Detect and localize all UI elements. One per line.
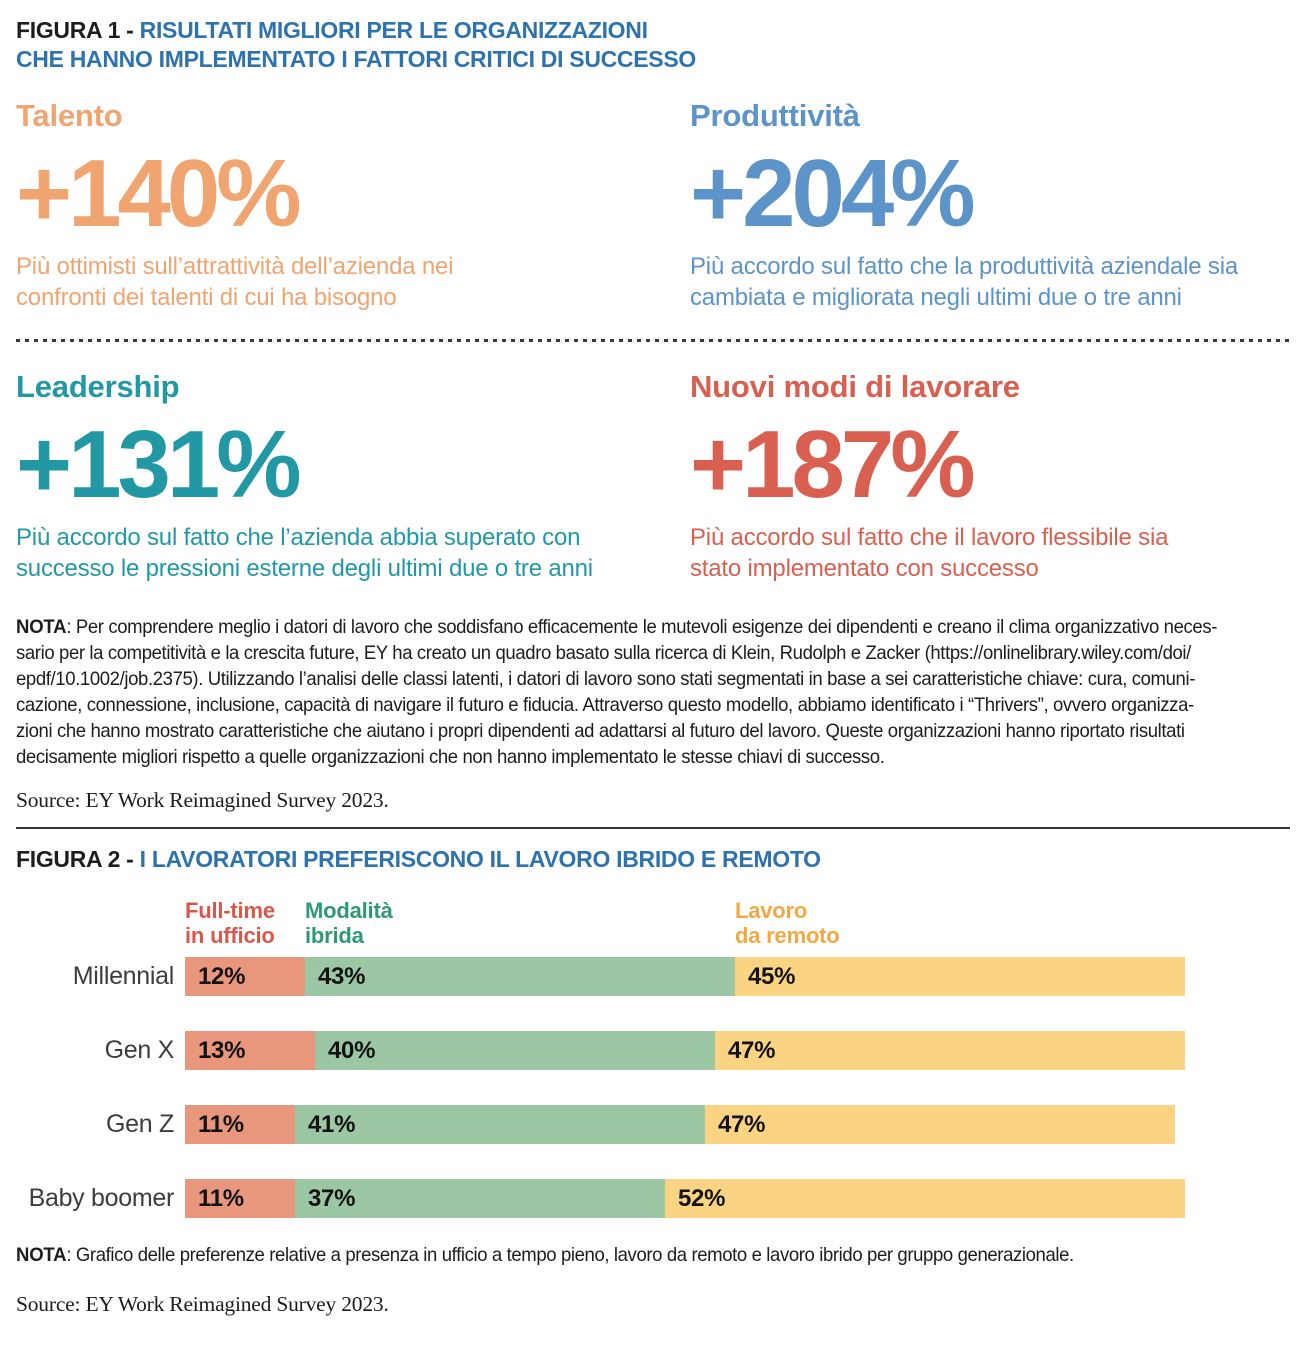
chart-row	[16, 1105, 1290, 1144]
legend-item-line: Modalità	[305, 898, 393, 924]
bar-value: 47%	[718, 1110, 766, 1138]
bar-value: 11%	[198, 1184, 244, 1212]
figure1-title-row2	[16, 45, 1290, 74]
stat-nuovi-modi-label: Nuovi modi di lavorare	[690, 369, 1020, 405]
bar-value: 41%	[308, 1110, 356, 1138]
note-line	[16, 1244, 1074, 1266]
stat-leadership-label: Leadership	[16, 369, 180, 405]
note-label: NOTA	[16, 1244, 67, 1267]
bar-value: 37%	[308, 1184, 356, 1212]
bar-segment	[705, 1105, 1175, 1144]
bar-segment	[185, 1031, 315, 1070]
chart-row	[16, 1031, 1290, 1070]
bar-value: 13%	[198, 1036, 246, 1064]
stacked-bar	[185, 1179, 1185, 1218]
figure1-note	[16, 614, 1226, 770]
legend-item-3	[735, 898, 840, 948]
stat-nuovi-modi-description: Più accordo sul fatto che il lavoro flessibile sia stato implementato con successo	[690, 524, 1169, 583]
chart-legend	[185, 898, 1290, 948]
stat-produttivita-value: +204%	[690, 140, 972, 247]
stacked-bar	[185, 957, 1185, 996]
stat-talento-description: Più ottimisti sull’attrattività dell’azienda nei confronti dei talenti di cui ha bisogno	[16, 253, 454, 312]
stat-produttivita-label: Produttività	[690, 98, 860, 133]
figure1-title-row1	[16, 16, 1290, 45]
bar-value: 40%	[328, 1036, 376, 1064]
note-text: : Grafico delle preferenze relative a presenza in ufficio a tempo pieno, lavoro da remoto e lavoro ibrido per gruppo generazionale.	[66, 1244, 1074, 1267]
note-line: epdf/10.1002/job.2375). Utilizzando l’analisi delle classi latenti, i datori di lavoro sono stati segmentati in base a sei caratteristiche chiave: cura, comuni-	[16, 668, 1195, 691]
legend-item-line: Full-time	[185, 898, 275, 924]
bar-segment	[185, 1179, 295, 1218]
dotted-divider	[16, 339, 1290, 343]
figure1-title-line2: CHE HANNO IMPLEMENTATO I FATTORI CRITICI DI SUCCESSO	[16, 46, 696, 72]
bar-segment	[715, 1031, 1185, 1070]
stat-produttivita-description: Più accordo sul fatto che la produttività aziendale sia cambiata e migliorata negli ultimi due o tre anni	[690, 253, 1238, 312]
bar-value: 12%	[198, 962, 246, 990]
stat-nuovi-modi-value: +187%	[690, 411, 972, 519]
legend-item-line: ibrida	[305, 923, 364, 949]
figure1-title	[16, 16, 1290, 74]
figure2-note	[16, 1242, 1226, 1268]
bar-segment	[735, 957, 1185, 996]
legend-item-line: Lavoro	[735, 898, 808, 924]
stat-produttivita	[690, 98, 1290, 313]
figura2-chart-rows	[16, 957, 1290, 1218]
solid-divider	[16, 827, 1290, 829]
figure2-title-line1: I LAVORATORI PREFERISCONO IL LAVORO IBRIDO E REMOTO	[139, 846, 821, 873]
note-text: : Per comprendere meglio i datori di lavoro che soddisfano efficacemente le mutevoli esigenze dei dipendenti e creano il clima organizzativo neces-	[66, 616, 1218, 639]
legend-item-line: da remoto	[735, 923, 840, 949]
stat-leadership	[16, 369, 690, 584]
bar-value: 11%	[198, 1110, 244, 1138]
figure1-stats-grid	[16, 98, 1290, 584]
bar-value: 45%	[748, 962, 796, 990]
stacked-bar	[185, 1105, 1185, 1144]
figure2-label: FIGURA 2 -	[16, 846, 140, 873]
bar-segment	[185, 957, 305, 996]
figure1-label: FIGURA 1 -	[16, 17, 140, 43]
figure1-title-line1: RISULTATI MIGLIORI PER LE ORGANIZZAZIONI	[139, 17, 648, 43]
stat-leadership-value: +131%	[16, 411, 298, 519]
legend-item-2	[305, 898, 393, 948]
note-line	[16, 614, 1226, 640]
stat-talento-value: +140%	[16, 140, 298, 247]
bar-segment	[315, 1031, 715, 1070]
figure2-source: Source: EY Work Reimagined Survey 2023.	[16, 1292, 389, 1317]
bar-value: 52%	[678, 1184, 726, 1212]
figure1-source: Source: EY Work Reimagined Survey 2023.	[16, 788, 389, 813]
legend-item-1	[185, 898, 275, 948]
legend-item-line: in ufficio	[185, 923, 275, 949]
stat-talento	[16, 98, 690, 313]
bar-value: 47%	[728, 1036, 776, 1064]
note-line: decisamente migliori rispetto a quelle organizzazioni che non hanno implementato le stesse chiavi di successo.	[16, 746, 885, 769]
chart-row	[16, 1179, 1290, 1218]
bar-segment	[185, 1105, 295, 1144]
stat-talento-label: Talento	[16, 98, 123, 133]
bar-segment	[295, 1105, 705, 1144]
row-label: Gen Z	[106, 1110, 174, 1139]
figure2-title	[16, 845, 1290, 874]
note-label: NOTA	[16, 616, 67, 639]
row-label: Gen X	[104, 1036, 174, 1065]
stat-nuovi-modi	[690, 369, 1290, 584]
note-line: cazione, connessione, inclusione, capacità di navigare il futuro e fiducia. Attraverso questo modello, abbiamo identificato i “Thrivers”, ovvero organizza-	[16, 694, 1194, 717]
note-line: sario per la competitività e la crescita future, EY ha creato un quadro basato sulla ricerca di Klein, Rudolph e Zacker (https://onlinelibrary.wiley.com/doi/	[16, 642, 1191, 665]
bar-segment	[305, 957, 735, 996]
stacked-bar	[185, 1031, 1185, 1070]
chart-row	[16, 957, 1290, 996]
bar-value: 43%	[318, 962, 366, 990]
row-label: Millennial	[72, 962, 174, 991]
row-label: Baby boomer	[28, 1184, 174, 1213]
note-line: zioni che hanno mostrato caratteristiche che aiutano i propri dipendenti ad adattarsi al futuro del lavoro. Queste organizzazioni hanno riportato risultati	[16, 720, 1185, 743]
figura2-chart	[16, 898, 1290, 1218]
stat-leadership-description: Più accordo sul fatto che l’azienda abbia superato con successo le pressioni esterne degli ultimi due o tre anni	[16, 524, 593, 583]
bar-segment	[295, 1179, 665, 1218]
bar-segment	[665, 1179, 1185, 1218]
